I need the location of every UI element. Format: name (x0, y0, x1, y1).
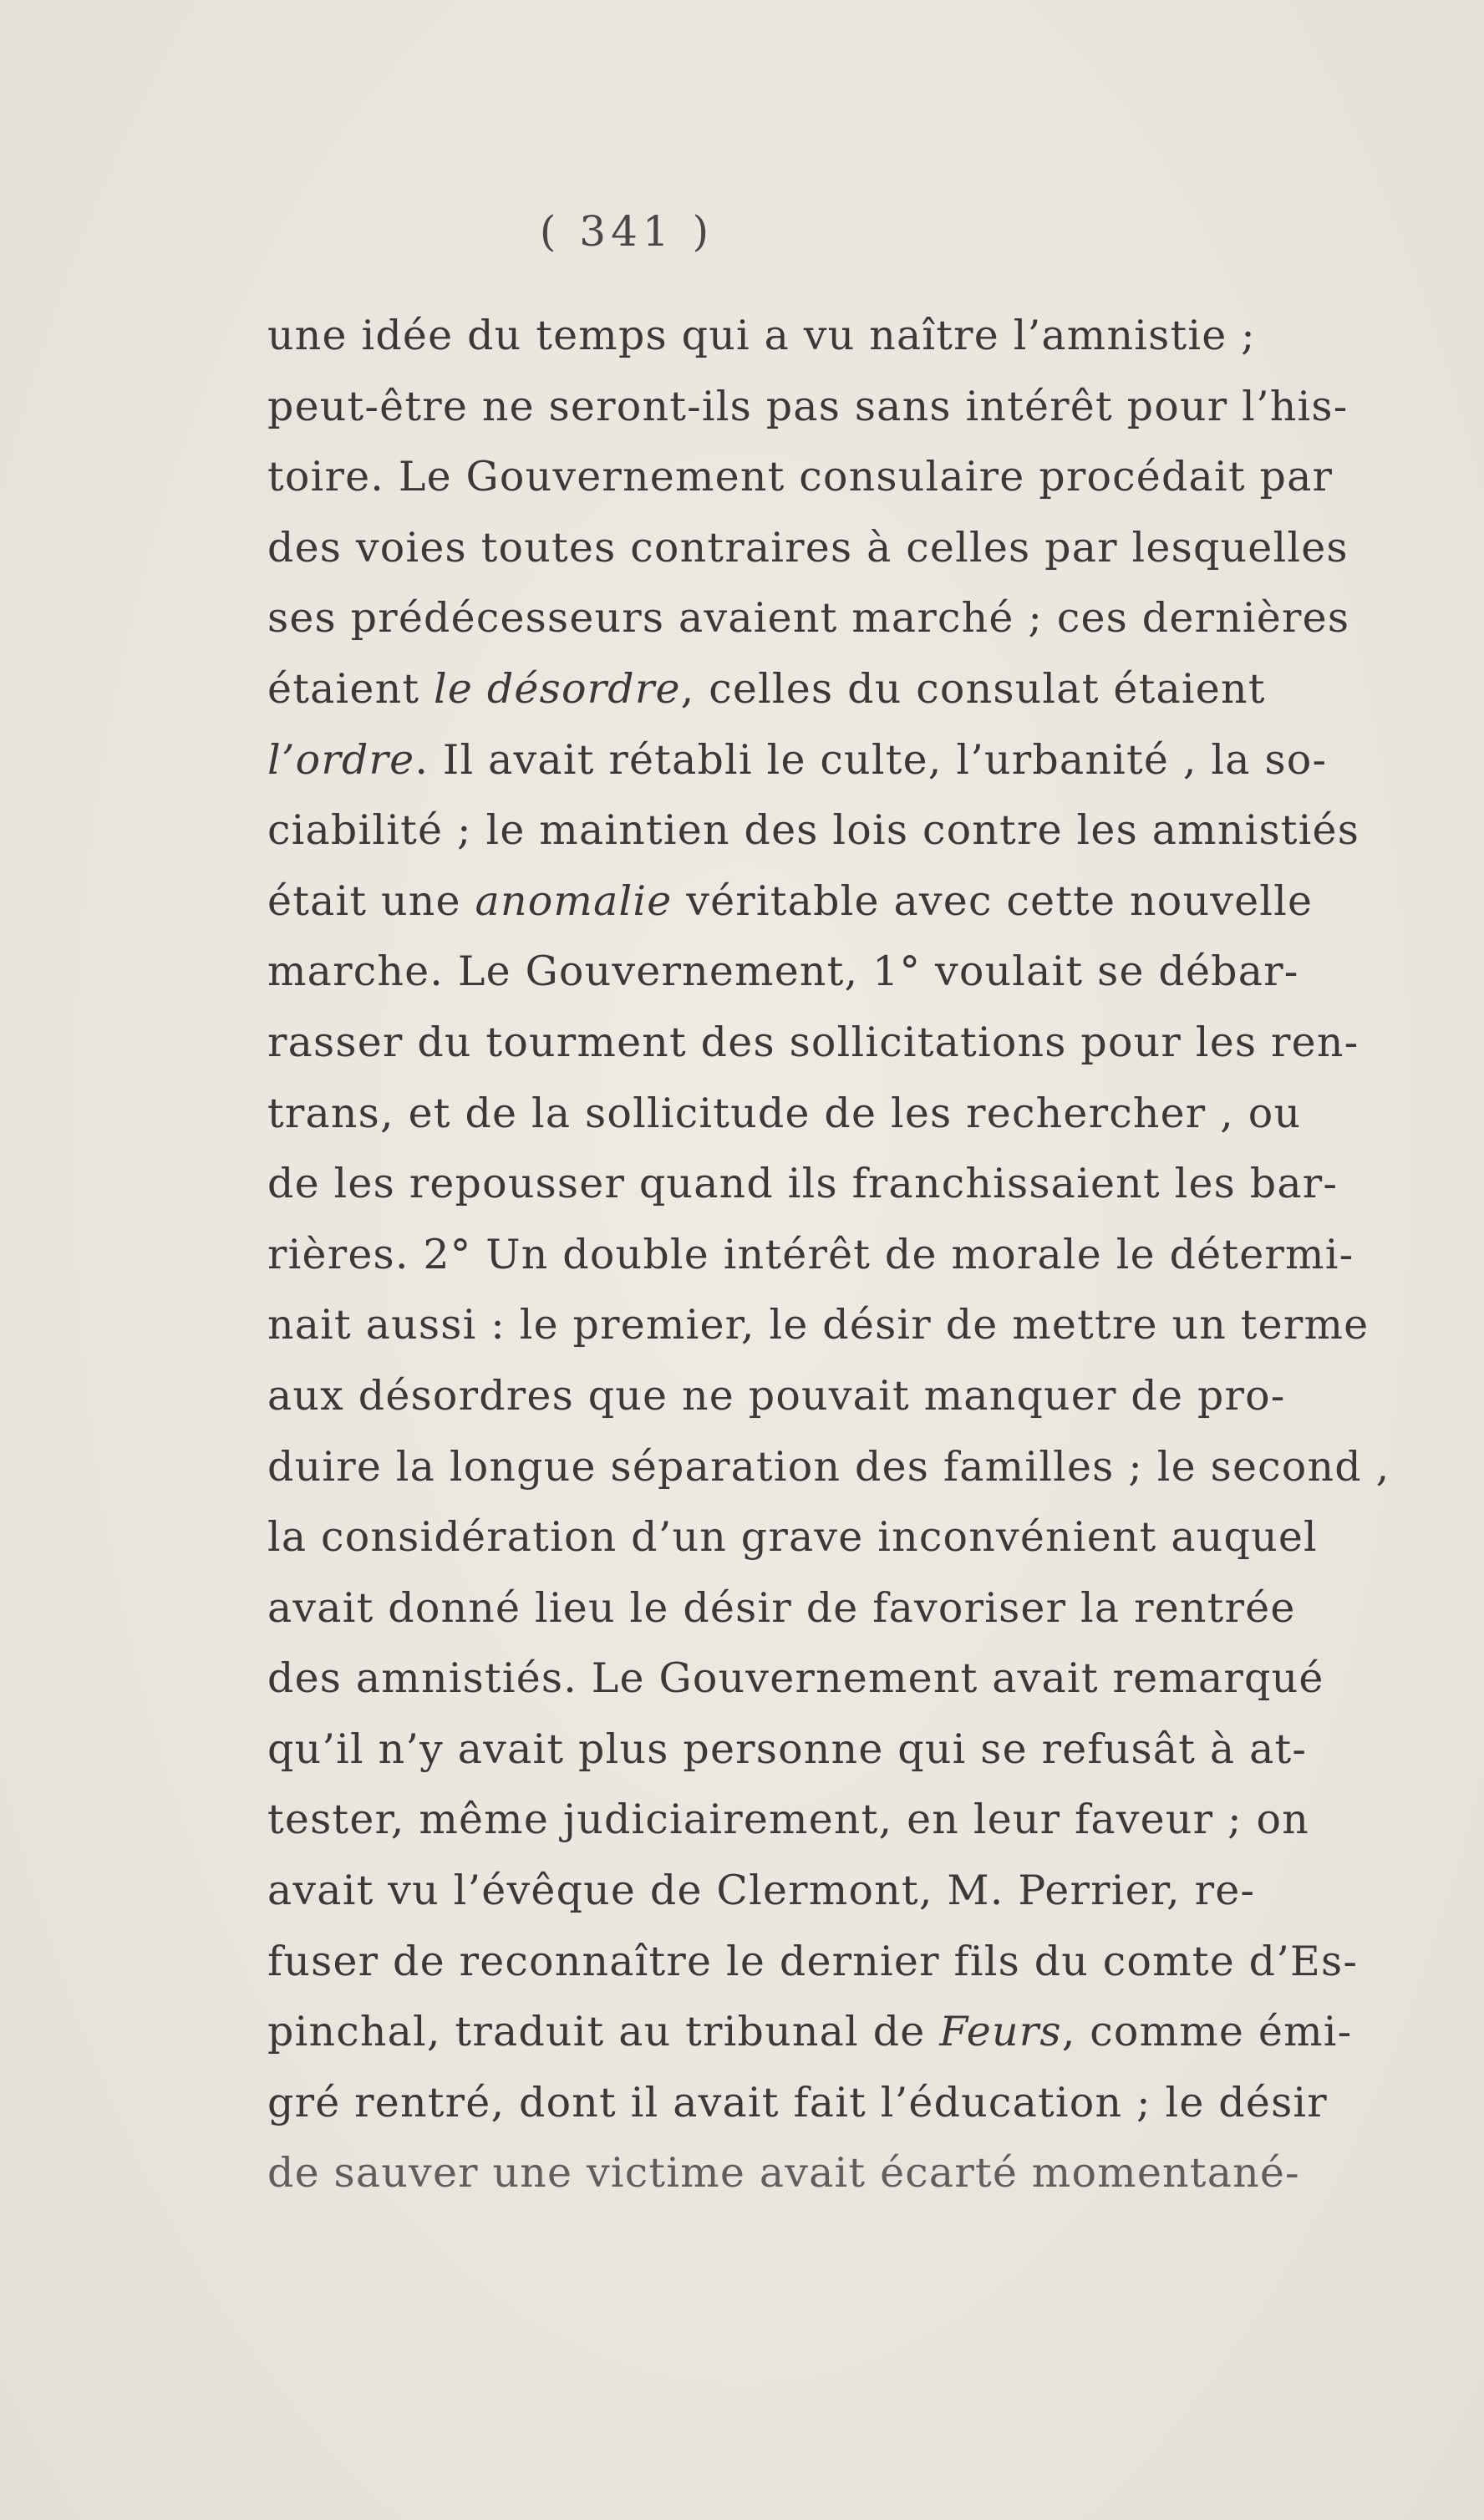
text-line (267, 1008, 1359, 1079)
text-segment: des voies toutes contraires à celles par lesquelles (267, 523, 1349, 572)
text-segment: ciabilité ; le maintien des lois contre les amnistiés (267, 806, 1360, 855)
text-segment: marche. Le Gouvernement, 1° voulait se débar- (267, 948, 1299, 996)
text-segment: ses prédécesseurs avaient marché ; ces dernières (267, 594, 1350, 643)
text-segment: fuser de reconnaître le dernier fils du comte d’Es- (267, 1937, 1359, 1985)
text-segment: de sauver une victime avait écarté momentané- (267, 2149, 1300, 2197)
text-segment: tester, même judiciairement, en leur faveur ; on (267, 1796, 1309, 1844)
text-line (267, 937, 1299, 1008)
text-line (267, 583, 1350, 654)
text-segment: avait donné lieu le désir de favoriser la rentrée (267, 1583, 1296, 1632)
text-line (267, 1715, 1308, 1786)
text-line (267, 2068, 1328, 2139)
text-line (267, 1361, 1286, 1432)
text-segment: . Il avait rétabli le culte, l’urbanité , la so- (414, 735, 1328, 784)
text-segment: qu’il n’y avait plus personne qui se refusât à at- (267, 1725, 1308, 1773)
text-segment: aux désordres que ne pouvait manquer de pro- (267, 1371, 1286, 1420)
text-segment: des amnistiés. Le Gouvernement avait remarqué (267, 1654, 1324, 1703)
text-segment: la considération d’un grave inconvénient auquel (267, 1513, 1318, 1562)
text-line (267, 1927, 1359, 1998)
italic-text: Feurs (939, 2008, 1062, 2056)
text-line (267, 725, 1328, 796)
page-number: ( 341 ) (539, 207, 714, 256)
body-text (267, 301, 1390, 2209)
text-segment: de les repousser quand ils franchissaient les bar- (267, 1160, 1339, 1208)
text-line (267, 1432, 1390, 1503)
text-segment: étaient (267, 664, 434, 713)
text-line (267, 1785, 1309, 1856)
text-line (267, 866, 1314, 937)
text-segment: trans, et de la sollicitude de les rechercher , ou (267, 1089, 1302, 1137)
text-line (267, 1502, 1318, 1573)
text-segment: rières. 2° Un double intérêt de morale le détermi- (267, 1230, 1354, 1278)
text-line (267, 1220, 1354, 1291)
text-segment: avait vu l’évêque de Clermont, M. Perrier, re- (267, 1867, 1256, 1915)
text-line (267, 1290, 1370, 1361)
text-line (267, 301, 1256, 372)
text-line (267, 1149, 1339, 1220)
text-segment: était une (267, 876, 475, 925)
italic-text: le désordre (434, 664, 681, 713)
text-segment: rasser du tourment des sollicitations pour les ren- (267, 1018, 1359, 1066)
text-line (267, 1644, 1324, 1715)
text-segment: nait aussi : le premier, le désir de mettre un terme (267, 1301, 1370, 1349)
text-line (267, 795, 1360, 866)
italic-text: l’ordre (267, 735, 415, 784)
text-segment: , celles du consulat étaient (680, 664, 1266, 713)
text-segment: duire la longue séparation des familles ; le second , (267, 1442, 1390, 1491)
text-line (267, 1997, 1353, 2068)
text-line (267, 372, 1349, 443)
text-line (267, 1856, 1256, 1927)
text-line (267, 442, 1334, 513)
text-line (267, 1573, 1296, 1644)
italic-text: anomalie (475, 876, 673, 925)
text-segment: gré rentré, dont il avait fait l’éducation ; le désir (267, 2078, 1328, 2126)
text-segment: véritable avec cette nouvelle (672, 876, 1314, 925)
text-segment: , comme émi- (1061, 2008, 1353, 2056)
text-line (267, 654, 1266, 725)
text-segment: pinchal, traduit au tribunal de (267, 2008, 940, 2056)
text-segment: toire. Le Gouvernement consulaire procédait par (267, 453, 1334, 501)
text-line (267, 2138, 1300, 2209)
text-segment: peut-être ne seront-ils pas sans intérêt pour l’his- (267, 382, 1349, 430)
text-line (267, 513, 1349, 584)
text-segment: une idée du temps qui a vu naître l’amnistie ; (267, 312, 1256, 359)
text-line (267, 1079, 1302, 1150)
